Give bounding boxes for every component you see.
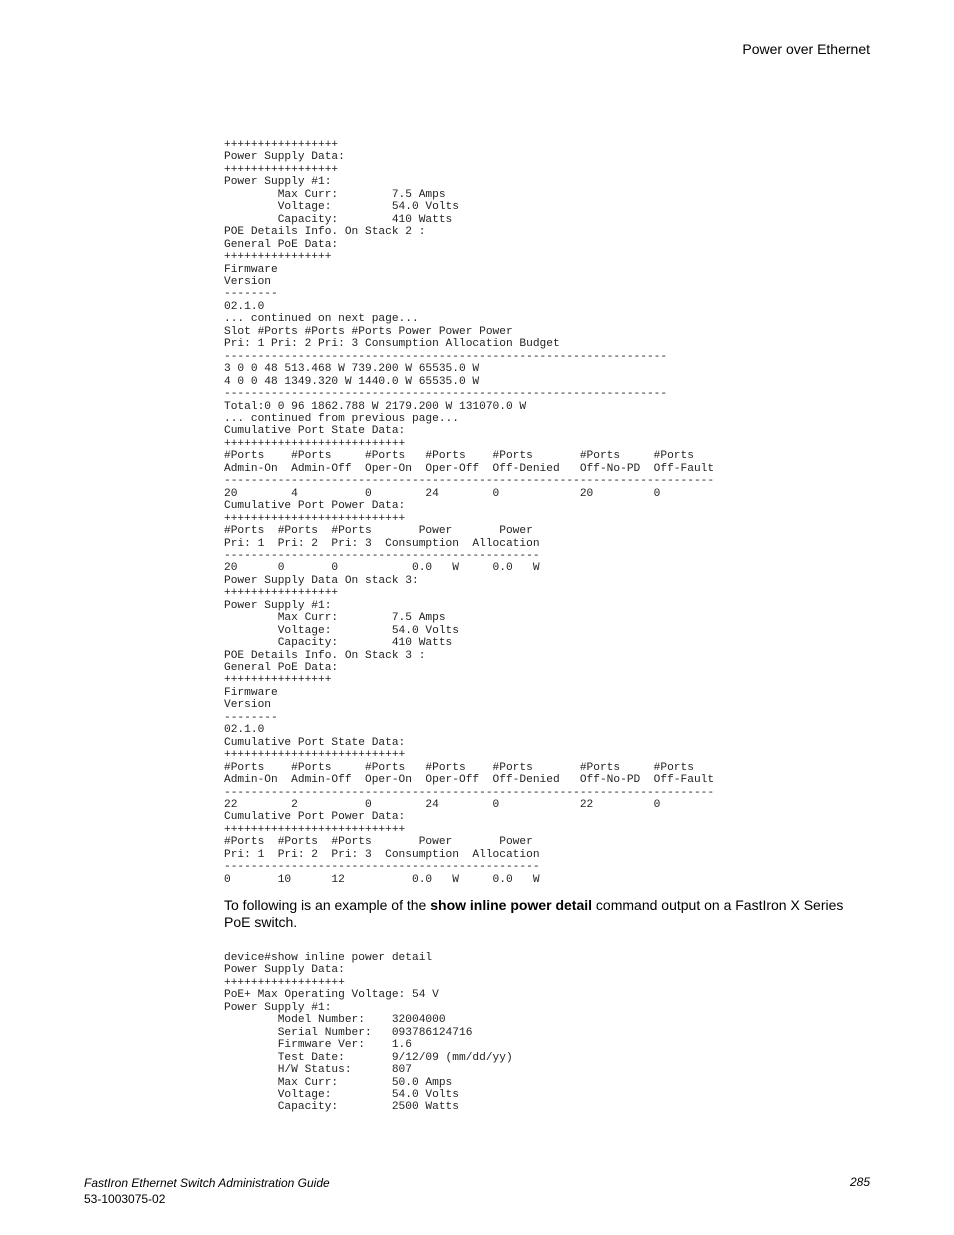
code-line: Model Number: 32004000	[224, 1014, 446, 1027]
code-line: Pri: 1 Pri: 2 Pri: 3 Consumption Allocation Budget	[224, 338, 560, 351]
code-line: +++++++++++++++++++++++++++	[224, 512, 406, 525]
code-line: ------------------------------------------------------------------	[224, 388, 668, 401]
code-line: -----------------------------------------------	[224, 549, 540, 562]
code-line: General PoE Data:	[224, 238, 339, 251]
code-line: POE Details Info. On Stack 3 :	[224, 649, 426, 662]
code-line: Voltage: 54.0 Volts	[224, 1088, 459, 1101]
code-line: ++++++++++++++++++	[224, 976, 345, 989]
code-line: Power Supply #1:	[224, 176, 332, 189]
code-line: +++++++++++++++++	[224, 139, 339, 151]
running-header: Power over Ethernet	[742, 41, 870, 57]
code-line: Capacity: 2500 Watts	[224, 1101, 459, 1114]
code-line: +++++++++++++++++	[224, 587, 339, 600]
code-line: Admin-On Admin-Off Oper-On Oper-Off Off-Denied Off-No-PD Off-Fault	[224, 774, 715, 787]
code-line: Voltage: 54.0 Volts	[224, 201, 459, 214]
code-line: ++++++++++++++++	[224, 674, 332, 687]
code-line: +++++++++++++++++++++++++++	[224, 823, 406, 836]
code-line: 20 0 0 0.0 W 0.0 W	[224, 562, 540, 575]
code-line: Slot #Ports #Ports #Ports Power Power Power	[224, 325, 513, 338]
code-line: #Ports #Ports #Ports Power Power	[224, 525, 533, 538]
code-line: Serial Number: 093786124716	[224, 1026, 473, 1039]
code-line: Version	[224, 275, 271, 288]
doc-number: 53-1003075-02	[84, 1192, 166, 1206]
code-line: #Ports #Ports #Ports Power Power	[224, 836, 533, 849]
code-line: 3 0 0 48 513.468 W 739.200 W 65535.0 W	[224, 363, 480, 376]
code-line: Cumulative Port State Data:	[224, 736, 406, 749]
code-line: Capacity: 410 Watts	[224, 637, 453, 650]
code-line: Max Curr: 7.5 Amps	[224, 612, 446, 625]
code-line: #Ports #Ports #Ports #Ports #Ports #Ports #Ports	[224, 450, 694, 463]
code-line: Pri: 1 Pri: 2 Pri: 3 Consumption Allocation	[224, 537, 540, 550]
code-line: ... continued on next page...	[224, 313, 419, 326]
code-line: +++++++++++++++++++++++++++	[224, 749, 406, 762]
code-line: Power Supply Data:	[224, 151, 345, 164]
code-line: PoE+ Max Operating Voltage: 54 V	[224, 989, 439, 1002]
code-line: #Ports #Ports #Ports #Ports #Ports #Ports #Ports	[224, 761, 694, 774]
code-line: H/W Status: 807	[224, 1064, 412, 1077]
guide-title: FastIron Ethernet Switch Administration Guide	[84, 1176, 330, 1190]
code-line: --------	[224, 711, 278, 724]
code-line: Version	[224, 699, 271, 712]
code-line: Max Curr: 50.0 Amps	[224, 1076, 453, 1089]
code-line: 4 0 0 48 1349.320 W 1440.0 W 65535.0 W	[224, 375, 480, 388]
code-line: Firmware	[224, 263, 278, 276]
code-line: Max Curr: 7.5 Amps	[224, 188, 446, 201]
code-line: General PoE Data:	[224, 662, 339, 675]
code-line: Firmware	[224, 686, 278, 699]
code-line: Pri: 1 Pri: 2 Pri: 3 Consumption Allocation	[224, 848, 540, 861]
footer-left	[84, 1175, 330, 1207]
cli-output-power-detail	[224, 952, 513, 1114]
code-line: Admin-On Admin-Off Oper-On Oper-Off Off-Denied Off-No-PD Off-Fault	[224, 462, 715, 475]
code-line: +++++++++++++++++++++++++++	[224, 437, 406, 450]
example-intro-paragraph	[224, 897, 864, 931]
code-line: Power Supply #1:	[224, 599, 332, 612]
code-line: --------	[224, 288, 278, 301]
code-line: Total:0 0 96 1862.788 W 2179.200 W 131070.0 W	[224, 400, 527, 413]
intro-text: To following is an example of the	[224, 897, 431, 913]
cli-output-stack-details	[224, 139, 714, 886]
code-line: 22 2 0 24 0 22 0	[224, 799, 661, 812]
code-line: POE Details Info. On Stack 2 :	[224, 226, 426, 239]
code-line: Cumulative Port Power Data:	[224, 811, 406, 824]
code-line: Firmware Ver: 1.6	[224, 1039, 412, 1052]
page-number: 285	[849, 1175, 870, 1189]
code-line: ------------------------------------------------------------------	[224, 350, 668, 363]
code-line: 20 4 0 24 0 20 0	[224, 487, 661, 500]
code-line: Power Supply #1:	[224, 1001, 332, 1014]
code-line: -------------------------------------------------------------------------	[224, 475, 715, 488]
code-line: Capacity: 410 Watts	[224, 213, 453, 226]
code-line: ++++++++++++++++	[224, 251, 332, 264]
intro-text-end: command output on a FastIron X Series PoE switch.	[224, 897, 844, 930]
code-line: 0 10 12 0.0 W 0.0 W	[224, 873, 540, 886]
code-line: -------------------------------------------------------------------------	[224, 786, 715, 799]
code-line: Power Supply Data:	[224, 964, 345, 977]
code-line: Power Supply Data On stack 3:	[224, 574, 419, 587]
code-line: +++++++++++++++++	[224, 163, 339, 176]
command-name: show inline power detail	[430, 897, 593, 913]
code-line: -----------------------------------------------	[224, 861, 540, 874]
code-line: 02.1.0	[224, 724, 265, 737]
code-line: Cumulative Port Power Data:	[224, 500, 406, 513]
code-line: Cumulative Port State Data:	[224, 425, 406, 438]
code-line: 02.1.0	[224, 300, 265, 313]
code-line: Voltage: 54.0 Volts	[224, 624, 459, 637]
code-line: Test Date: 9/12/09 (mm/dd/yy)	[224, 1051, 513, 1064]
code-line: device#show inline power detail	[224, 952, 433, 964]
code-line: ... continued from previous page...	[224, 412, 459, 425]
